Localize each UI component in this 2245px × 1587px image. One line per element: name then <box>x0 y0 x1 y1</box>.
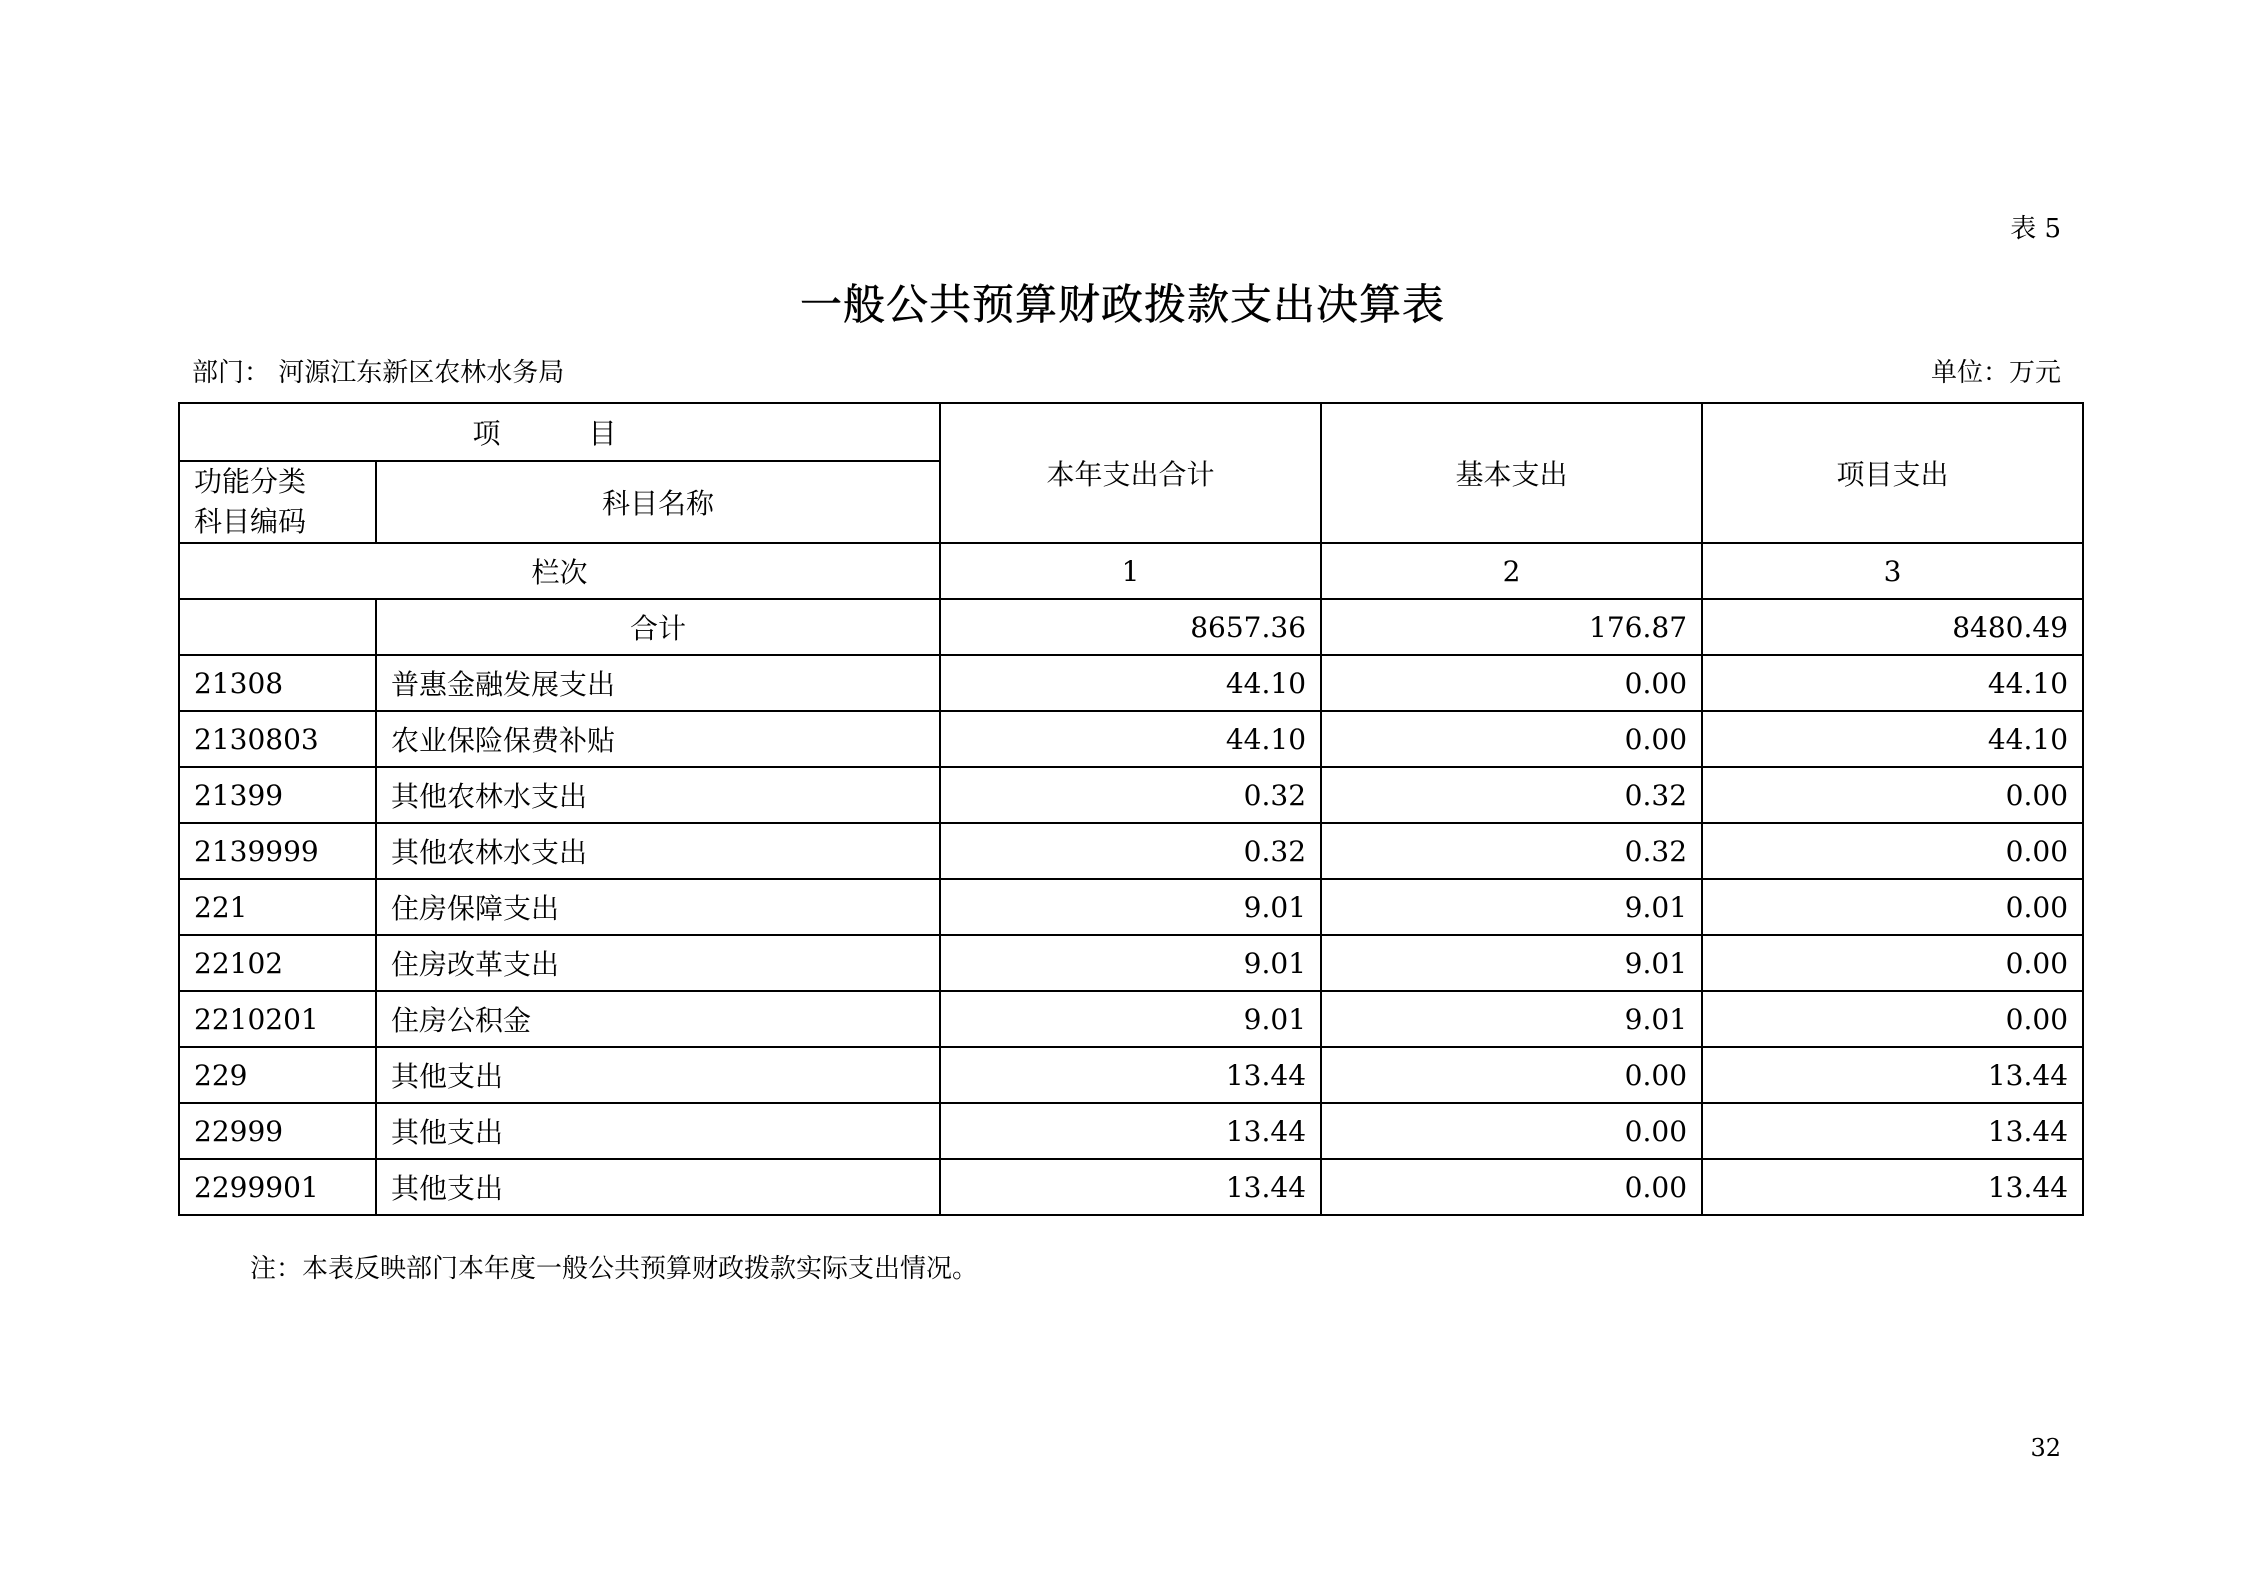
row-name: 其他农林水支出 <box>376 823 940 879</box>
row-basic: 0.00 <box>1321 1047 1702 1103</box>
row-name: 住房改革支出 <box>376 935 940 991</box>
header-project: 项 目 <box>179 403 940 461</box>
header-code <box>179 461 376 543</box>
row-code: 2139999 <box>179 823 376 879</box>
page-title: 一般公共预算财政拨款支出决算表 <box>799 280 1445 329</box>
row-basic: 0.00 <box>1321 655 1702 711</box>
row-name: 其他支出 <box>376 1047 940 1103</box>
row-item: 44.10 <box>1702 655 2083 711</box>
row-code: 22102 <box>179 935 376 991</box>
table-row <box>179 879 2083 935</box>
column-order-1: 1 <box>940 543 1321 599</box>
header-name: 科目名称 <box>376 461 940 543</box>
row-total: 9.01 <box>940 935 1321 991</box>
footnote: 注：本表反映部门本年度一般公共预算财政拨款实际支出情况。 <box>250 1254 979 1284</box>
row-code: 2299901 <box>179 1159 376 1215</box>
row-item: 0.00 <box>1702 935 2083 991</box>
row-item: 0.00 <box>1702 823 2083 879</box>
table-row <box>179 991 2083 1047</box>
row-basic: 0.00 <box>1321 711 1702 767</box>
row-total: 44.10 <box>940 711 1321 767</box>
row-item: 0.00 <box>1702 879 2083 935</box>
expenditure-table <box>178 402 2084 1216</box>
row-item: 0.00 <box>1702 991 2083 1047</box>
row-item: 13.44 <box>1702 1103 2083 1159</box>
row-basic: 9.01 <box>1321 879 1702 935</box>
row-item: 13.44 <box>1702 1159 2083 1215</box>
table-row <box>179 1103 2083 1159</box>
row-basic: 0.00 <box>1321 1103 1702 1159</box>
header-row-1 <box>179 403 2083 461</box>
row-code: 221 <box>179 879 376 935</box>
table-row <box>179 655 2083 711</box>
row-code: 21308 <box>179 655 376 711</box>
column-order-3: 3 <box>1702 543 2083 599</box>
total-item: 8480.49 <box>1702 599 2083 655</box>
row-total: 0.32 <box>940 823 1321 879</box>
table-row <box>179 1159 2083 1215</box>
page-number: 32 <box>2030 1434 2061 1462</box>
row-basic: 0.32 <box>1321 767 1702 823</box>
row-basic: 0.00 <box>1321 1159 1702 1215</box>
row-name: 住房保障支出 <box>376 879 940 935</box>
row-name: 其他支出 <box>376 1103 940 1159</box>
column-order-2: 2 <box>1321 543 1702 599</box>
row-item: 0.00 <box>1702 767 2083 823</box>
column-order-label: 栏次 <box>179 543 940 599</box>
row-item: 13.44 <box>1702 1047 2083 1103</box>
row-code: 229 <box>179 1047 376 1103</box>
row-basic: 9.01 <box>1321 991 1702 1047</box>
table-row <box>179 767 2083 823</box>
header-item: 项目支出 <box>1702 403 2083 543</box>
total-total: 8657.36 <box>940 599 1321 655</box>
total-row <box>179 599 2083 655</box>
header-code-line2: 科目编码 <box>194 505 307 538</box>
row-total: 9.01 <box>940 991 1321 1047</box>
header-code-line1: 功能分类 <box>194 465 307 498</box>
row-total: 9.01 <box>940 879 1321 935</box>
column-order-row <box>179 543 2083 599</box>
row-basic: 9.01 <box>1321 935 1702 991</box>
department-label: 部门： 河源江东新区农林水务局 <box>192 358 565 388</box>
row-name: 住房公积金 <box>376 991 940 1047</box>
header-basic: 基本支出 <box>1321 403 1702 543</box>
table-row <box>179 823 2083 879</box>
row-total: 0.32 <box>940 767 1321 823</box>
table-row <box>179 1047 2083 1103</box>
row-total: 13.44 <box>940 1047 1321 1103</box>
row-code: 21399 <box>179 767 376 823</box>
row-name: 其他支出 <box>376 1159 940 1215</box>
row-name: 其他农林水支出 <box>376 767 940 823</box>
row-total: 44.10 <box>940 655 1321 711</box>
row-code: 2130803 <box>179 711 376 767</box>
header-total: 本年支出合计 <box>940 403 1321 543</box>
table-row <box>179 935 2083 991</box>
row-name: 农业保险保费补贴 <box>376 711 940 767</box>
row-total: 13.44 <box>940 1103 1321 1159</box>
table-label: 表 5 <box>2010 214 2061 244</box>
meta-row <box>192 352 2061 388</box>
row-code: 2210201 <box>179 991 376 1047</box>
row-code: 22999 <box>179 1103 376 1159</box>
row-name: 普惠金融发展支出 <box>376 655 940 711</box>
table-row <box>179 711 2083 767</box>
total-code <box>179 599 376 655</box>
total-basic: 176.87 <box>1321 599 1702 655</box>
row-basic: 0.32 <box>1321 823 1702 879</box>
row-item: 44.10 <box>1702 711 2083 767</box>
row-total: 13.44 <box>940 1159 1321 1215</box>
total-label: 合计 <box>376 599 940 655</box>
unit-label: 单位：万元 <box>1930 358 2061 388</box>
